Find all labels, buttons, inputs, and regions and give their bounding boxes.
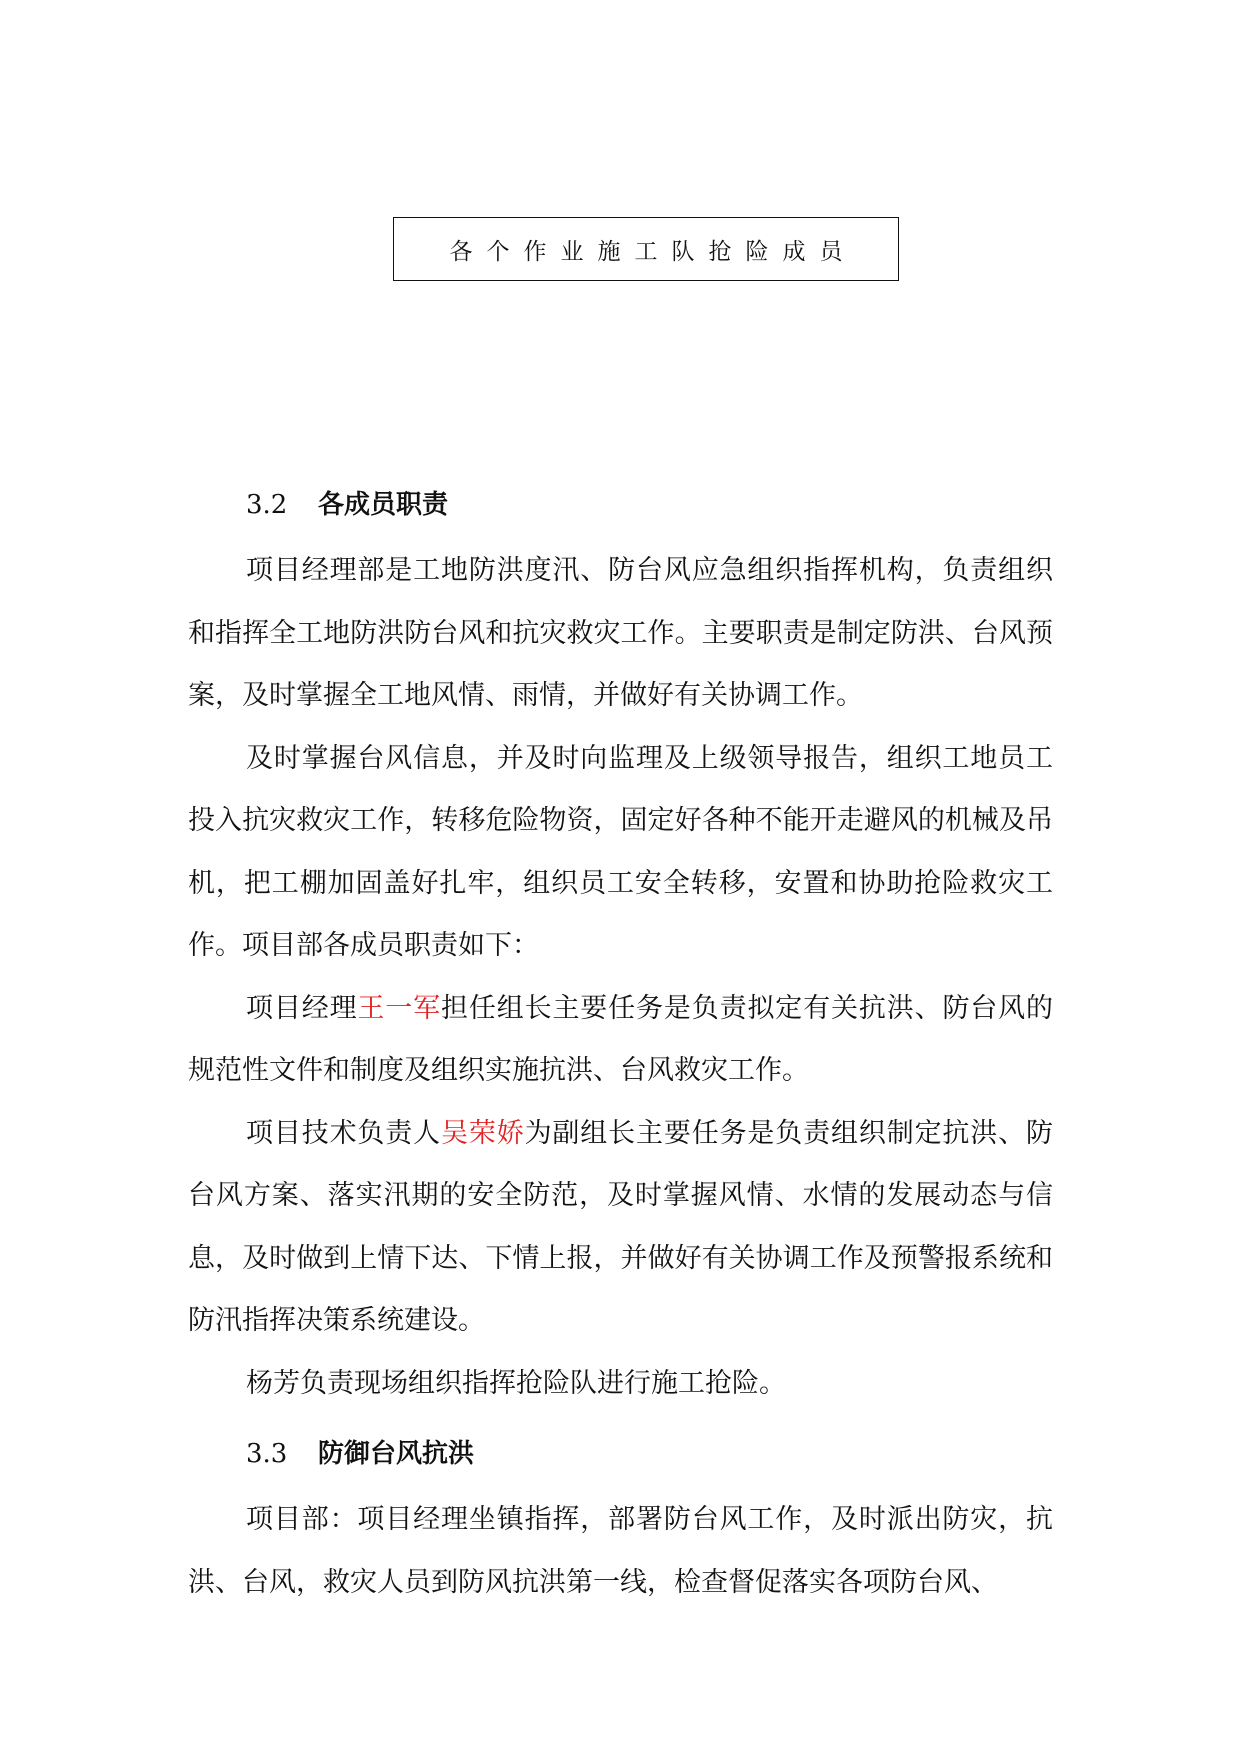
text-segment: 项目技术负责人: [246, 1117, 441, 1149]
section-heading-3-2: [188, 475, 1053, 535]
document-body: [188, 475, 1053, 1614]
text-segment: 项目经理: [246, 992, 358, 1024]
section-number: 3.2: [246, 490, 288, 520]
section-title: 防御台风抗洪: [318, 1439, 475, 1469]
paragraph-project-manager: [188, 978, 1053, 1103]
paragraph-project-dept: 项目经理部是工地防洪度汛、防台风应急组织指挥机构，负责组织和指挥全工地防洪防台风和抗灾救灾工作。主要职责是制定防洪、台风预案，及时掌握全工地风情、雨情，并做好有关协调工作。: [188, 555, 1053, 711]
title-box: [393, 217, 899, 281]
paragraph-technical-lead: [188, 1103, 1053, 1353]
paragraph-typhoon-info: 及时掌握台风信息，并及时向监理及上级领导报告，组织工地员工投入抗灾救灾工作，转移危险物资，固定好各种不能开走避风的机械及吊机，把工棚加固盖好扎牢，组织员工安全转移，安置和协助抢险救灾工作。项目部各成员职责如下：: [188, 742, 1053, 961]
manager-name: 王一军: [357, 992, 442, 1024]
paragraph-site-command: 杨芳负责现场组织指挥抢险队进行施工抢险。: [246, 1367, 786, 1399]
paragraph-project-dept-defense: 项目部：项目经理坐镇指挥，部署防台风工作，及时派出防灾，抗洪、台风，救灾人员到防风抗洪第一线，检查督促落实各项防台风、: [188, 1504, 1053, 1598]
text-segment: 为副组长主要任务是负责组织制定抗洪、防台风方案、落实汛期的安全防范，及时掌握风情、水情的发展动态与信息，及时做到上情下达、下情上报，并做好有关协调工作及预警报系统和防汛指挥决策系统建设。: [188, 1117, 1054, 1336]
title-box-text: 各个作业施工队抢险成员: [449, 238, 857, 265]
text-segment: 担任组长主要任务是负责拟定有关抗洪、防台风的规范性文件和制度及组织实施抗洪、台风救灾工作。: [188, 992, 1054, 1086]
section-title: 各成员职责: [318, 490, 449, 520]
section-number: 3.3: [246, 1439, 288, 1469]
section-heading-3-3: [188, 1424, 1053, 1484]
technical-lead-name: 吴荣娇: [441, 1117, 525, 1149]
